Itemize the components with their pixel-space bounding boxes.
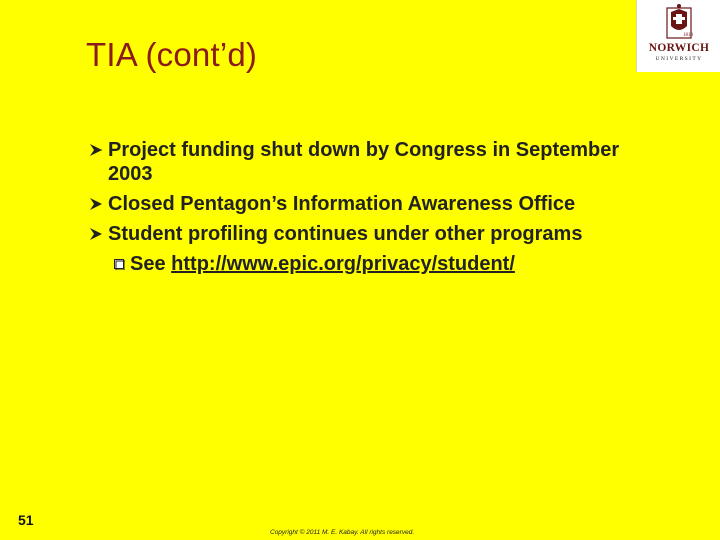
sub-bullet-prefix: See (130, 253, 166, 275)
logo-subtitle: UNIVERSITY (655, 56, 703, 62)
slide-title: TIA (cont’d) (86, 36, 258, 73)
arrow-bullet-icon (88, 192, 106, 216)
bullet-text: Student profiling continues under other programs (108, 223, 583, 245)
logo-name: NORWICH (648, 42, 710, 54)
norwich-crest-icon (637, 0, 720, 44)
page-number: 51 (18, 512, 34, 528)
copyright-footer: Copyright © 2011 M. E. Kabay. All rights reserved. (270, 529, 415, 536)
arrow-bullet-icon (88, 222, 106, 246)
checkbox-bullet-icon (114, 259, 125, 270)
bullet-list (88, 138, 648, 276)
bullet-item (88, 192, 648, 216)
norwich-logo (636, 0, 720, 72)
bullet-item (88, 222, 648, 246)
sub-bullet-item (114, 252, 648, 276)
epic-student-link[interactable]: http://www.epic.org/privacy/student/ (171, 253, 515, 275)
bullet-text: Project funding shut down by Congress in September 2003 (108, 139, 620, 185)
logo-year: 1819 (683, 33, 693, 38)
bullet-text: Closed Pentagon’s Information Awareness Office (108, 193, 576, 215)
bullet-item (88, 138, 648, 186)
arrow-bullet-icon (88, 138, 106, 162)
